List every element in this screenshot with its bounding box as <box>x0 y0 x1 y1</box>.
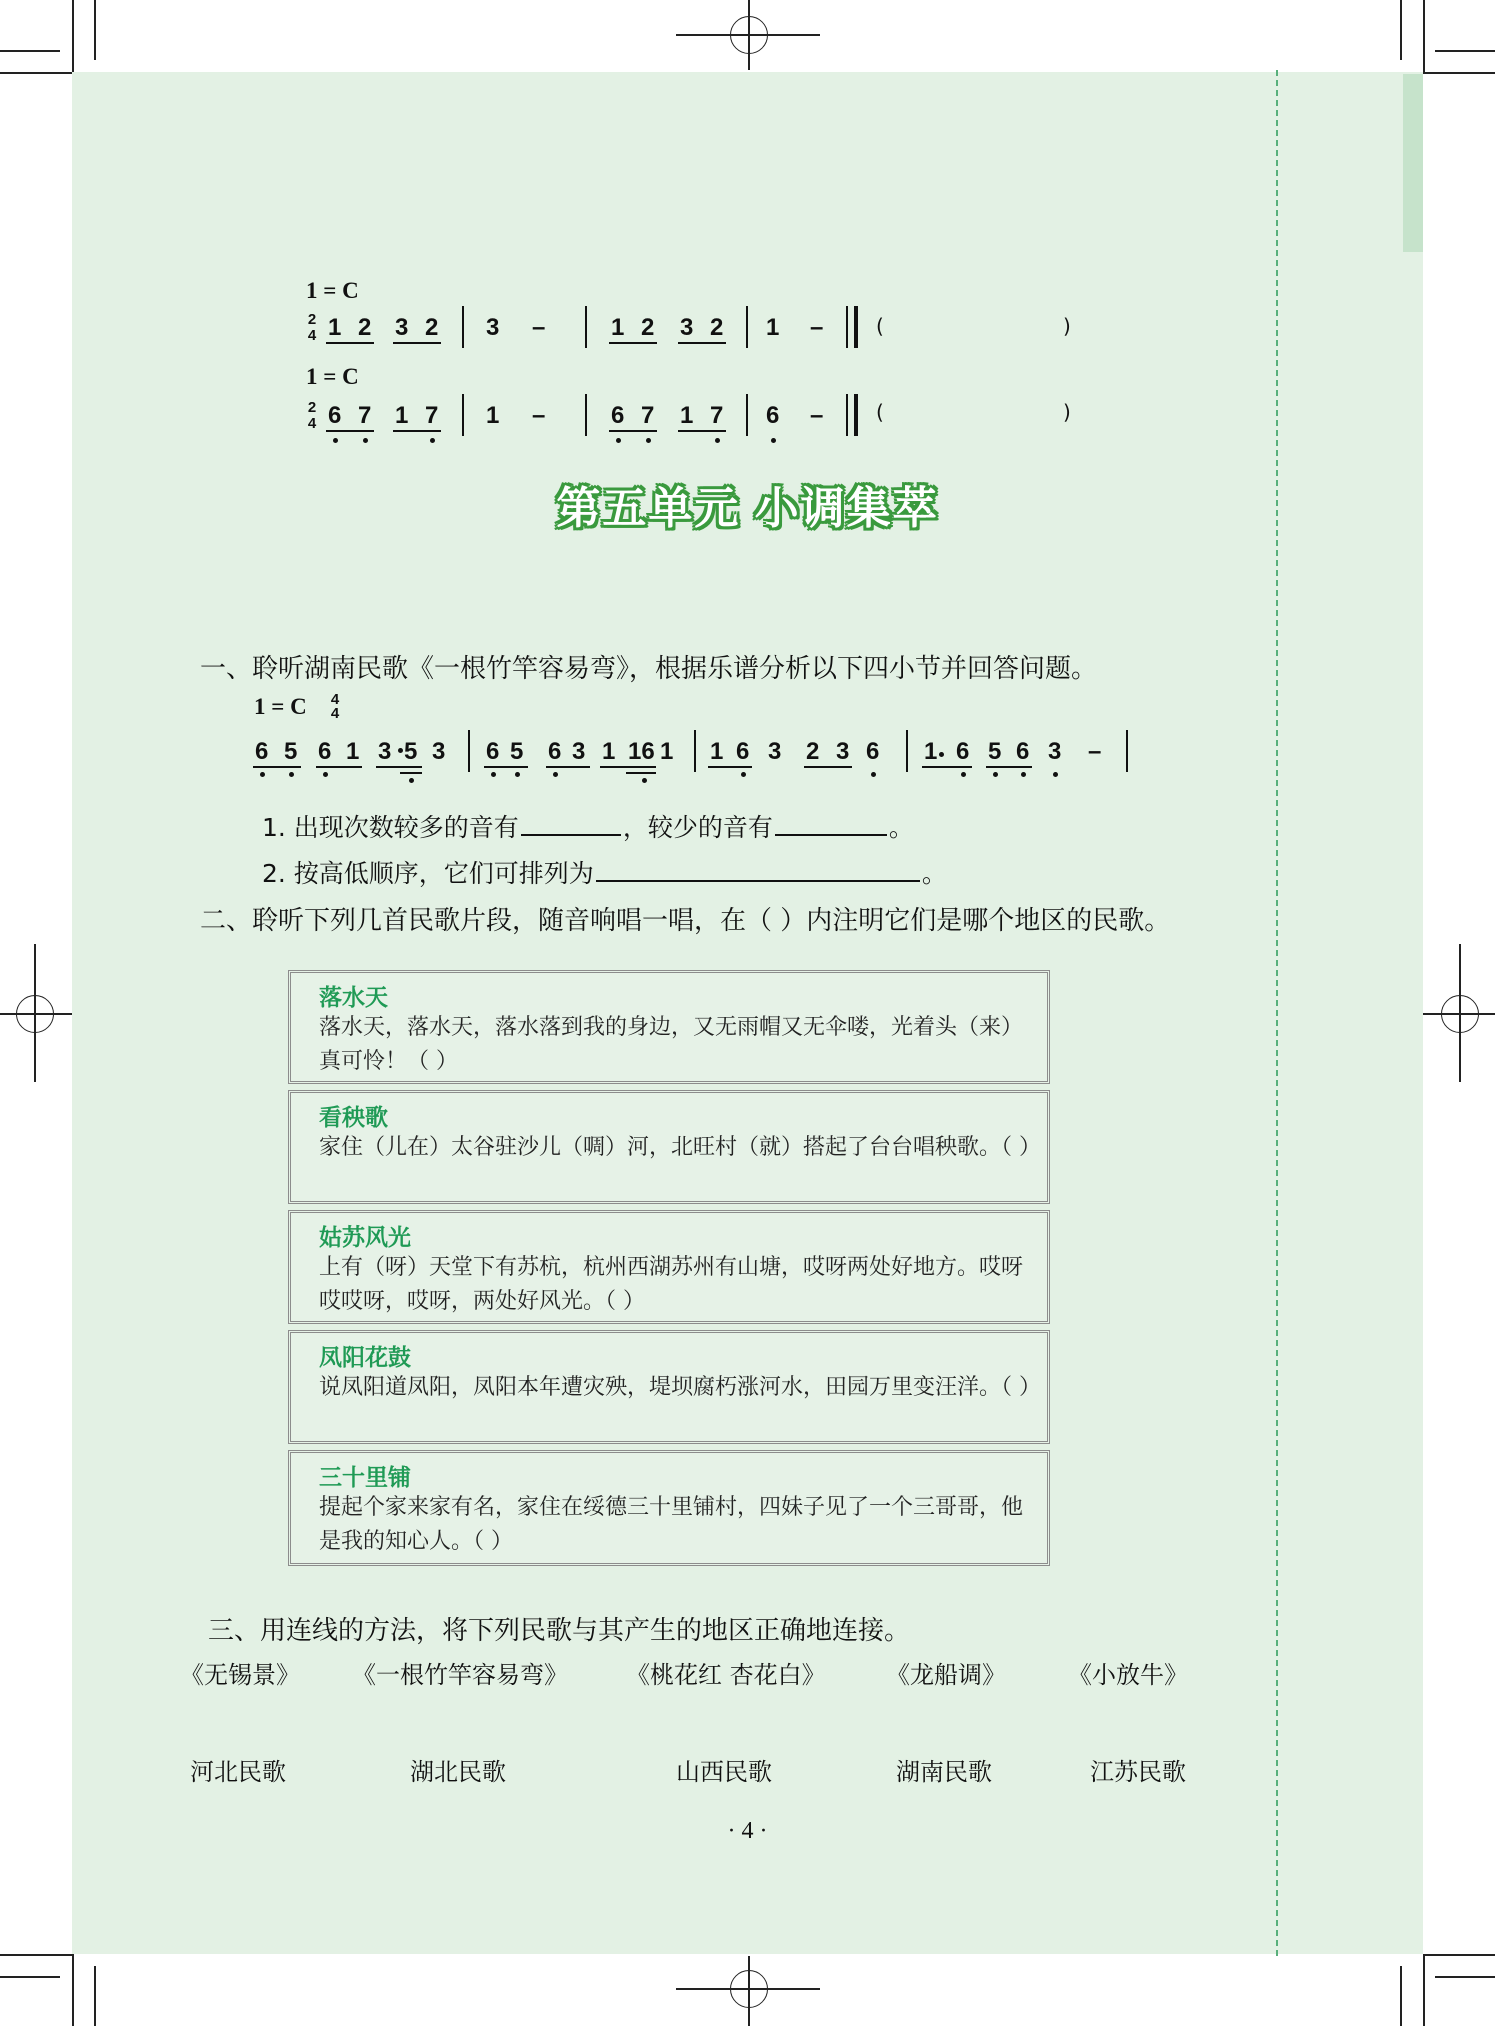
note: 3 <box>486 314 500 341</box>
time-signature-bottom: 4 <box>330 705 340 722</box>
crop-mark <box>1423 72 1495 74</box>
crop-mark <box>1435 1976 1495 1978</box>
song-name[interactable]: 《无锡景》 <box>180 1661 300 1689</box>
song-name[interactable]: 《小放牛》 <box>1068 1661 1188 1689</box>
time-signature-top: 2 <box>307 311 317 328</box>
time-signature-bottom: 4 <box>307 415 317 432</box>
note: 2 <box>641 314 655 341</box>
note: 3 <box>572 738 586 765</box>
note: 1 <box>611 314 625 341</box>
note: 16 <box>628 738 655 765</box>
note: 2 <box>358 314 372 341</box>
note: 7 <box>425 402 439 429</box>
key-signature: 1 = C <box>306 278 359 303</box>
note: 5 <box>988 738 1002 765</box>
crop-mark <box>1400 0 1402 60</box>
note: 2 <box>425 314 439 341</box>
note: 5 <box>404 738 418 765</box>
note: 3 <box>680 314 694 341</box>
answer-paren-open: ( <box>876 400 884 424</box>
song-lyric: 提起个家来家有名，家住在绥德三十里铺村，四妹子见了一个三哥哥，他是我的知心人。（ ） <box>319 1495 1024 1554</box>
note: 3 <box>836 738 850 765</box>
key-signature: 1 = C <box>254 694 307 719</box>
unit-title: 第五单元 小调集萃 <box>556 484 939 533</box>
time-signature-top: 4 <box>330 691 340 708</box>
crop-mark <box>0 50 60 52</box>
song-lyric: 落水天，落水天，落水落到我的身边，又无雨帽又无伞喽，光着头（来）真可怜！（ ） <box>319 1015 1024 1074</box>
note: 6 <box>736 738 750 765</box>
note: 7 <box>710 402 724 429</box>
note: 6 <box>255 738 269 765</box>
note: 1 <box>328 314 342 341</box>
crop-mark <box>72 0 74 72</box>
note: 6 <box>1016 738 1030 765</box>
crop-mark <box>1400 1966 1402 2026</box>
song-title: 凤阳花鼓 <box>319 1344 411 1371</box>
note: 3 <box>768 738 782 765</box>
crop-mark <box>0 1954 72 1956</box>
note: – <box>810 314 824 341</box>
cut-line <box>1276 70 1278 1956</box>
answer-paren-close: ) <box>1063 400 1071 424</box>
answer-blank[interactable] <box>521 830 621 836</box>
song-title: 落水天 <box>319 984 388 1011</box>
note: 3 <box>395 314 409 341</box>
song-name[interactable]: 《龙船调》 <box>886 1661 1006 1689</box>
song-lyric: 上有（呀）天堂下有苏杭，杭州西湖苏州有山塘，哎呀两处好地方。哎呀哎哎呀，哎呀，两处好风光。（ ） <box>319 1255 1024 1314</box>
region-label[interactable]: 山西民歌 <box>676 1758 772 1786</box>
song-name[interactable]: 《一根竹竿容易弯》 <box>352 1661 568 1689</box>
note: 1 <box>924 738 938 765</box>
question-1-sub-2: 2. 按高低顺序，它们可排列为 。 <box>262 859 947 888</box>
note: 1 <box>680 402 694 429</box>
note: 6 <box>611 402 625 429</box>
question-2-title: 二、聆听下列几首民歌片段，随音响唱一唱，在（ ）内注明它们是哪个地区的民歌。 <box>200 906 1171 936</box>
song-card <box>288 1210 1050 1324</box>
note: 6 <box>766 402 780 429</box>
song-lyric: 说凤阳道凤阳，凤阳本年遭灾殃，堤坝腐朽涨河水，田园万里变汪洋。（ ） <box>319 1375 1041 1400</box>
note: 7 <box>358 402 372 429</box>
song-name[interactable]: 《桃花红 杏花白》 <box>626 1661 826 1689</box>
crop-mark <box>1435 50 1495 52</box>
note: 6 <box>548 738 562 765</box>
song-lyric: 家住（儿在）太谷驻沙儿（啁）河，北旺村（就）搭起了台台唱秧歌。（ ） <box>319 1135 1041 1160</box>
note: 3 <box>378 738 392 765</box>
note: 1 <box>660 738 674 765</box>
note: 1 <box>395 402 409 429</box>
crop-mark <box>94 0 96 60</box>
song-title: 姑苏风光 <box>319 1224 411 1251</box>
time-signature-bottom: 4 <box>307 327 317 344</box>
crop-mark <box>0 1976 60 1978</box>
region-label[interactable]: 湖南民歌 <box>896 1758 992 1786</box>
crop-mark <box>0 72 72 74</box>
answer-paren-close: ) <box>1063 314 1071 338</box>
answer-paren-open: ( <box>876 314 884 338</box>
note: – <box>532 402 546 429</box>
song-title: 看秧歌 <box>319 1104 388 1131</box>
song-card <box>288 970 1050 1084</box>
note: 6 <box>318 738 332 765</box>
note: 6 <box>866 738 880 765</box>
question-1-title: 一、聆听湖南民歌《一根竹竿容易弯》，根据乐谱分析以下四小节并回答问题。 <box>200 654 1098 684</box>
note: 1 <box>346 738 360 765</box>
note: 5 <box>284 738 298 765</box>
song-title: 三十里铺 <box>319 1464 411 1491</box>
note: 6 <box>328 402 342 429</box>
note: 1 <box>766 314 780 341</box>
note: – <box>1088 738 1102 765</box>
song-card <box>288 1090 1050 1204</box>
crop-mark <box>1423 1954 1425 2026</box>
question-1-sub-1: 1. 出现次数较多的音有 ，较少的音有 。 <box>262 813 914 842</box>
note: 3 <box>1048 738 1062 765</box>
crop-mark <box>1423 0 1425 72</box>
question-3-title: 三、用连线的方法，将下列民歌与其产生的地区正确地连接。 <box>208 1616 911 1646</box>
time-signature-top: 2 <box>307 399 317 416</box>
crop-mark <box>1423 1954 1495 1956</box>
key-signature: 1 = C <box>306 364 359 389</box>
note: 1 <box>602 738 616 765</box>
answer-blank[interactable] <box>596 876 920 882</box>
note: 3 <box>432 738 446 765</box>
note: 1 <box>486 402 500 429</box>
page-number: · 4 · <box>727 1818 768 1844</box>
crop-mark <box>72 1954 74 2026</box>
note: 2 <box>710 314 724 341</box>
region-label[interactable]: 湖北民歌 <box>410 1758 506 1786</box>
note: – <box>532 314 546 341</box>
note: 7 <box>641 402 655 429</box>
region-label[interactable]: 江苏民歌 <box>1090 1758 1186 1786</box>
crop-mark <box>94 1966 96 2026</box>
note: 6 <box>486 738 500 765</box>
page-edge-tab <box>1403 74 1423 252</box>
song-card <box>288 1330 1050 1444</box>
note: 1 <box>710 738 724 765</box>
note: 6 <box>956 738 970 765</box>
region-label[interactable]: 河北民歌 <box>190 1758 286 1786</box>
note: 2 <box>806 738 820 765</box>
note: 5 <box>510 738 524 765</box>
note: – <box>810 402 824 429</box>
answer-blank[interactable] <box>775 830 887 836</box>
song-card <box>288 1450 1050 1566</box>
